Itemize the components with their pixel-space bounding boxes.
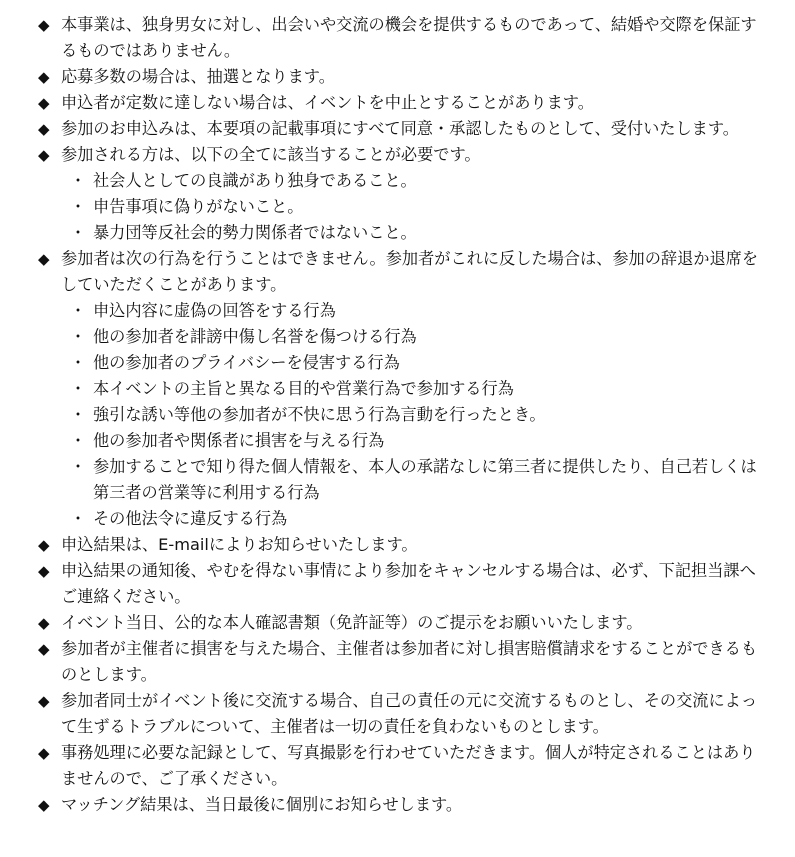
- sub-list-item-text: 申込内容に虚偽の回答をする行為: [93, 301, 336, 320]
- sub-list-item-text: その他法令に違反する行為: [93, 509, 288, 528]
- dot-bullet-icon: ・: [70, 197, 87, 216]
- notice-item: [38, 610, 771, 636]
- sub-list-item-text: 参加することで知り得た個人情報を、本人の承諾なしに第三者に提供したり、自己若しくは第三者の営業等に利用する行為: [93, 457, 757, 502]
- diamond-bullet-icon: ◆: [38, 68, 50, 86]
- dot-bullet-icon: ・: [70, 405, 87, 424]
- sub-list-item: [66, 220, 771, 246]
- dot-bullet-icon: ・: [70, 379, 87, 398]
- sub-list-item-text: 強引な誘い等他の参加者が不快に思う行為言動を行ったとき。: [93, 405, 546, 424]
- dot-bullet-icon: ・: [70, 223, 87, 242]
- sub-list-item-text: 他の参加者を誹謗中傷し名誉を傷つける行為: [93, 327, 417, 346]
- diamond-bullet-icon: ◆: [38, 640, 50, 658]
- notice-item-text: 申込結果は、E-mailによりお知らせいたします。: [61, 535, 418, 554]
- notice-item: [38, 64, 771, 90]
- sub-list-item: [66, 298, 771, 324]
- notice-item: [38, 12, 771, 64]
- notice-item: [38, 90, 771, 116]
- notice-item-text: イベント当日、公的な本人確認書類（免許証等）のご提示をお願いいたします。: [61, 613, 643, 632]
- dot-bullet-icon: ・: [70, 353, 87, 372]
- sub-list-item-text: 他の参加者のプライバシーを侵害する行為: [93, 353, 400, 372]
- sub-list-item: [66, 402, 771, 428]
- notice-item: [38, 532, 771, 558]
- notice-item: [38, 558, 771, 610]
- diamond-bullet-icon: ◆: [38, 796, 50, 814]
- sub-list-item: [66, 194, 771, 220]
- sub-list: [61, 168, 771, 246]
- notice-item-text: 参加される方は、以下の全てに該当することが必要です。: [61, 145, 481, 164]
- notice-item: [38, 636, 771, 688]
- notice-item: [38, 246, 771, 532]
- dot-bullet-icon: ・: [70, 327, 87, 346]
- notice-item: [38, 792, 771, 818]
- sub-list-item: [66, 506, 771, 532]
- sub-list-item-text: 申告事項に偽りがないこと。: [93, 197, 304, 216]
- notice-list: [38, 12, 771, 818]
- notice-item: [38, 740, 771, 792]
- dot-bullet-icon: ・: [70, 301, 87, 320]
- diamond-bullet-icon: ◆: [38, 120, 50, 138]
- notice-item-text: 申込結果の通知後、やむを得ない事情により参加をキャンセルする場合は、必ず、下記担当課へご連絡ください。: [61, 561, 756, 606]
- diamond-bullet-icon: ◆: [38, 250, 50, 268]
- sub-list-item: [66, 168, 771, 194]
- sub-list-item-text: 他の参加者や関係者に損害を与える行為: [93, 431, 385, 450]
- notice-item-text: 参加者は次の行為を行うことはできません。参加者がこれに反した場合は、参加の辞退か退席をしていただくことがあります。: [61, 249, 759, 294]
- notice-item-text: 本事業は、独身男女に対し、出会いや交流の機会を提供するものであって、結婚や交際を保証するものではありません。: [61, 15, 757, 60]
- sub-list-item: [66, 454, 771, 506]
- sub-list-item-text: 本イベントの主旨と異なる目的や営業行為で参加する行為: [93, 379, 514, 398]
- notice-item-text: 事務処理に必要な記録として、写真撮影を行わせていただきます。個人が特定されることはありませんので、ご了承ください。: [61, 743, 756, 788]
- sub-list-item: [66, 376, 771, 402]
- sub-list-item: [66, 428, 771, 454]
- notice-item: [38, 688, 771, 740]
- notice-item-text: 参加者同士がイベント後に交流する場合、自己の責任の元に交流するものとし、その交流によって生ずるトラブルについて、主催者は一切の責任を負わないものとします。: [61, 691, 758, 736]
- notice-item-text: マッチング結果は、当日最後に個別にお知らせします。: [61, 795, 463, 814]
- dot-bullet-icon: ・: [70, 509, 87, 528]
- dot-bullet-icon: ・: [70, 171, 87, 190]
- diamond-bullet-icon: ◆: [38, 744, 50, 762]
- diamond-bullet-icon: ◆: [38, 614, 50, 632]
- notice-item-text: 参加のお申込みは、本要項の記載事項にすべて同意・承認したものとして、受付いたします。: [61, 119, 739, 138]
- notice-item: [38, 142, 771, 246]
- dot-bullet-icon: ・: [70, 457, 87, 476]
- notice-item-text: 申込者が定数に達しない場合は、イベントを中止とすることがあります。: [61, 93, 594, 112]
- diamond-bullet-icon: ◆: [38, 692, 50, 710]
- dot-bullet-icon: ・: [70, 431, 87, 450]
- notice-item-text: 参加者が主催者に損害を与えた場合、主催者は参加者に対し損害賠償請求をすることができるものとします。: [61, 639, 758, 684]
- sub-list-item-text: 暴力団等反社会的勢力関係者ではないこと。: [93, 223, 417, 242]
- sub-list-item: [66, 324, 771, 350]
- diamond-bullet-icon: ◆: [38, 536, 50, 554]
- notice-item: [38, 116, 771, 142]
- diamond-bullet-icon: ◆: [38, 146, 50, 164]
- diamond-bullet-icon: ◆: [38, 562, 50, 580]
- notice-item-text: 応募多数の場合は、抽選となります。: [61, 67, 335, 86]
- diamond-bullet-icon: ◆: [38, 16, 50, 34]
- sub-list: [61, 298, 771, 532]
- diamond-bullet-icon: ◆: [38, 94, 50, 112]
- sub-list-item: [66, 350, 771, 376]
- sub-list-item-text: 社会人としての良識があり独身であること。: [93, 171, 417, 190]
